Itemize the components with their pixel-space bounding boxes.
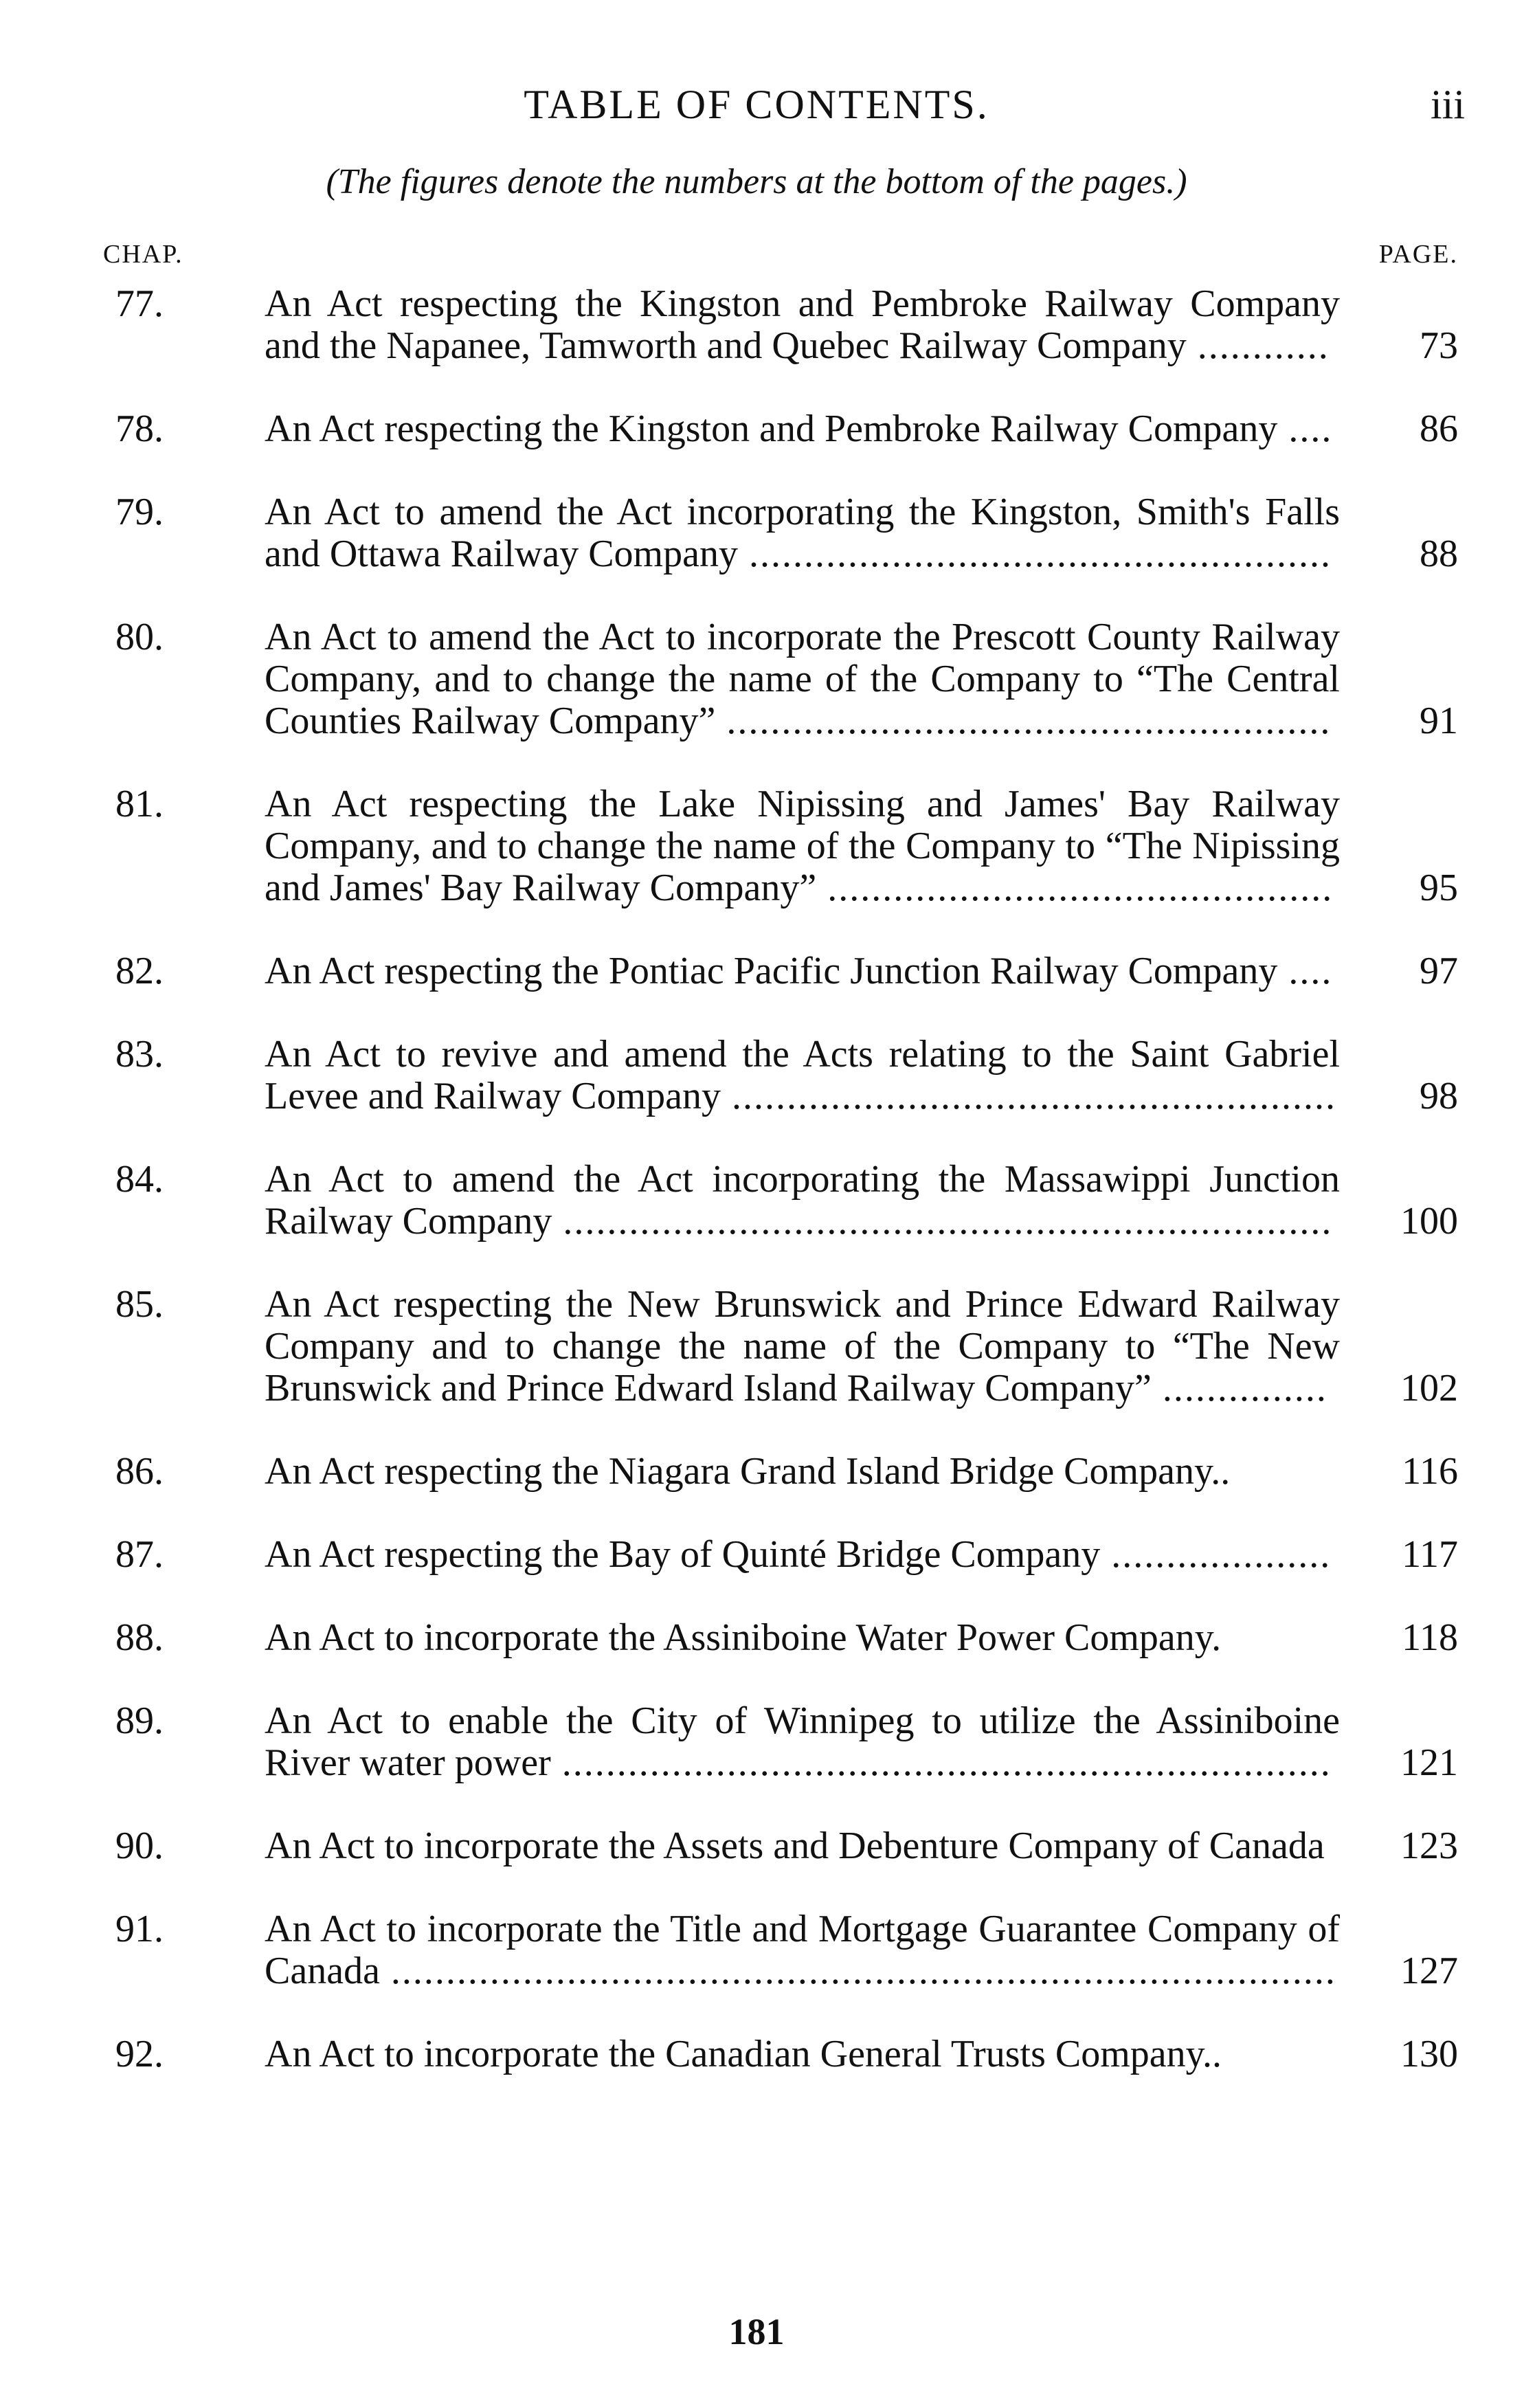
chapter-title [265,1700,1340,1784]
dot-leader: .... [1277,950,1333,992]
chapter-title-text: An Act to incorporate the Title and Mortgage Guarantee Company of Canada [265,1908,1340,1992]
chapter-title-text: An Act respecting the Lake Nipissing and James' Bay Railway Company, and to change the name of the Company to “The Nipissing and James' Bay Railway Company” [265,783,1340,909]
subtitle-note: (The figures denote the numbers at the bottom of the pages.) [326,162,1187,201]
page-reference: 86 [1420,408,1458,450]
footer-page-number: 181 [728,2311,785,2352]
contents-entry [0,950,1513,992]
chapter-title [265,783,1340,909]
chapter-title [265,1617,1340,1659]
contents-entry [0,1451,1513,1493]
chapter-title [265,408,1340,450]
chapter-title [265,1534,1340,1576]
chapter-title [265,1908,1340,1992]
chapter-number: 77. [115,282,164,325]
dot-leader: .............................................. [816,867,1334,909]
contents-entry [0,1534,1513,1576]
dot-leader: ...................................................................................... [379,1950,1336,1992]
chapter-number: 81. [115,783,164,825]
chapter-number: 90. [115,1825,164,1867]
page-reference: 102 [1400,1367,1458,1409]
chapter-number: 82. [115,950,164,992]
chapter-title-text: An Act to enable the City of Winnipeg to utilize the Assiniboine River water power [265,1699,1340,1784]
page-reference: 97 [1420,950,1458,992]
chapter-title [265,1159,1340,1242]
chapter-number: 87. [115,1533,164,1576]
page-reference: 121 [1400,1741,1458,1784]
page-reference: 73 [1420,324,1458,367]
page-reference: 127 [1400,1950,1458,1992]
chapter-title-text: An Act respecting the Bay of Quinté Bridge Company [265,1533,1101,1576]
dot-leader: .... [1277,408,1333,450]
contents-entry [0,1825,1513,1867]
chapter-title [265,2033,1340,2075]
chapter-title [265,950,1340,992]
chapter-title-text: An Act to amend the Act to incorporate the Prescott County Railway Company, and to change the name of the Company to “The Central Counties Railway Company” [265,616,1340,742]
dot-leader: .................... [1100,1533,1332,1576]
chapter-title-text: An Act respecting the Kingston and Pembroke Railway Company and the Napanee, Tamworth and Quebec Railway Company [265,282,1340,367]
page-reference: 95 [1420,867,1458,909]
dot-leader: ............ [1186,324,1330,367]
contents-list [0,283,1513,2117]
page-reference: 130 [1400,2033,1458,2075]
contents-entry [0,2033,1513,2075]
chapter-title-text: An Act to incorporate the Canadian General Trusts Company.. [265,2033,1222,2075]
chapter-title [265,283,1340,367]
chapter-number: 86. [115,1450,164,1493]
chap-column-header: CHAP. [103,240,183,269]
chapter-number: 80. [115,616,164,658]
chapter-title [265,1451,1340,1493]
dot-leader: ..................................................... [737,533,1332,575]
contents-entry [0,783,1513,909]
page-reference: 88 [1420,533,1458,575]
chapter-title-text: An Act to amend the Act incorporating the Kingston, Smith's Falls and Ottawa Railway Company [265,491,1340,575]
chapter-number: 91. [115,1908,164,1950]
page-reference: 98 [1420,1075,1458,1117]
contents-entry [0,1700,1513,1784]
page-column-header: PAGE. [1378,240,1458,269]
contents-entry [0,1034,1513,1117]
contents-entry [0,616,1513,742]
page-reference: 91 [1420,700,1458,742]
contents-entry [0,1617,1513,1659]
contents-entry [0,1159,1513,1242]
chapter-number: 89. [115,1699,164,1742]
dot-leader: ............... [1151,1367,1327,1409]
chapter-title-text: An Act respecting the New Brunswick and Prince Edward Railway Company and to change the name of the Company to “The New Brunswick and Prince Edward Island Railway Company” [265,1283,1340,1409]
page-reference: 118 [1402,1616,1458,1659]
roman-page-number: iii [1430,82,1465,127]
chapter-title-text: An Act to revive and amend the Acts relating to the Saint Gabriel Levee and Railway Company [265,1033,1340,1117]
chapter-number: 79. [115,491,164,533]
dot-leader: ....................................................... [715,700,1332,742]
page-reference: 123 [1400,1825,1458,1867]
dot-leader: ...................................................................... [550,1741,1332,1784]
chapter-title [265,616,1340,742]
chapter-number: 92. [115,2033,164,2075]
chapter-title [265,1825,1340,1867]
page-reference: 116 [1402,1450,1458,1493]
chapter-title-text: An Act to incorporate the Assets and Debenture Company of Canada [265,1825,1325,1867]
dot-leader: ...................................................................... [552,1200,1333,1242]
contents-entry [0,283,1513,367]
contents-entry [0,408,1513,450]
chapter-title-text: An Act to incorporate the Assiniboine Water Power Company. [265,1616,1222,1659]
chapter-title [265,1034,1340,1117]
chapter-title [265,491,1340,575]
chapter-title-text: An Act respecting the Pontiac Pacific Junction Railway Company [265,950,1278,992]
chapter-number: 78. [115,408,164,450]
chapter-title-text: An Act respecting the Kingston and Pembroke Railway Company [265,408,1278,450]
chapter-title-text: An Act respecting the Niagara Grand Island Bridge Company.. [265,1450,1231,1493]
chapter-title-text: An Act to amend the Act incorporating the Massawippi Junction Railway Company [265,1158,1340,1242]
chapter-number: 83. [115,1033,164,1075]
dot-leader: ....................................................... [721,1075,1337,1117]
contents-entry [0,491,1513,575]
chapter-number: 88. [115,1616,164,1659]
page-reference: 117 [1402,1533,1458,1576]
contents-entry [0,1284,1513,1409]
contents-entry [0,1908,1513,1992]
chapter-title [265,1284,1340,1409]
chapter-number: 84. [115,1158,164,1201]
page-title: TABLE OF CONTENTS. [524,82,989,127]
page-reference: 100 [1400,1200,1458,1242]
chapter-number: 85. [115,1283,164,1326]
